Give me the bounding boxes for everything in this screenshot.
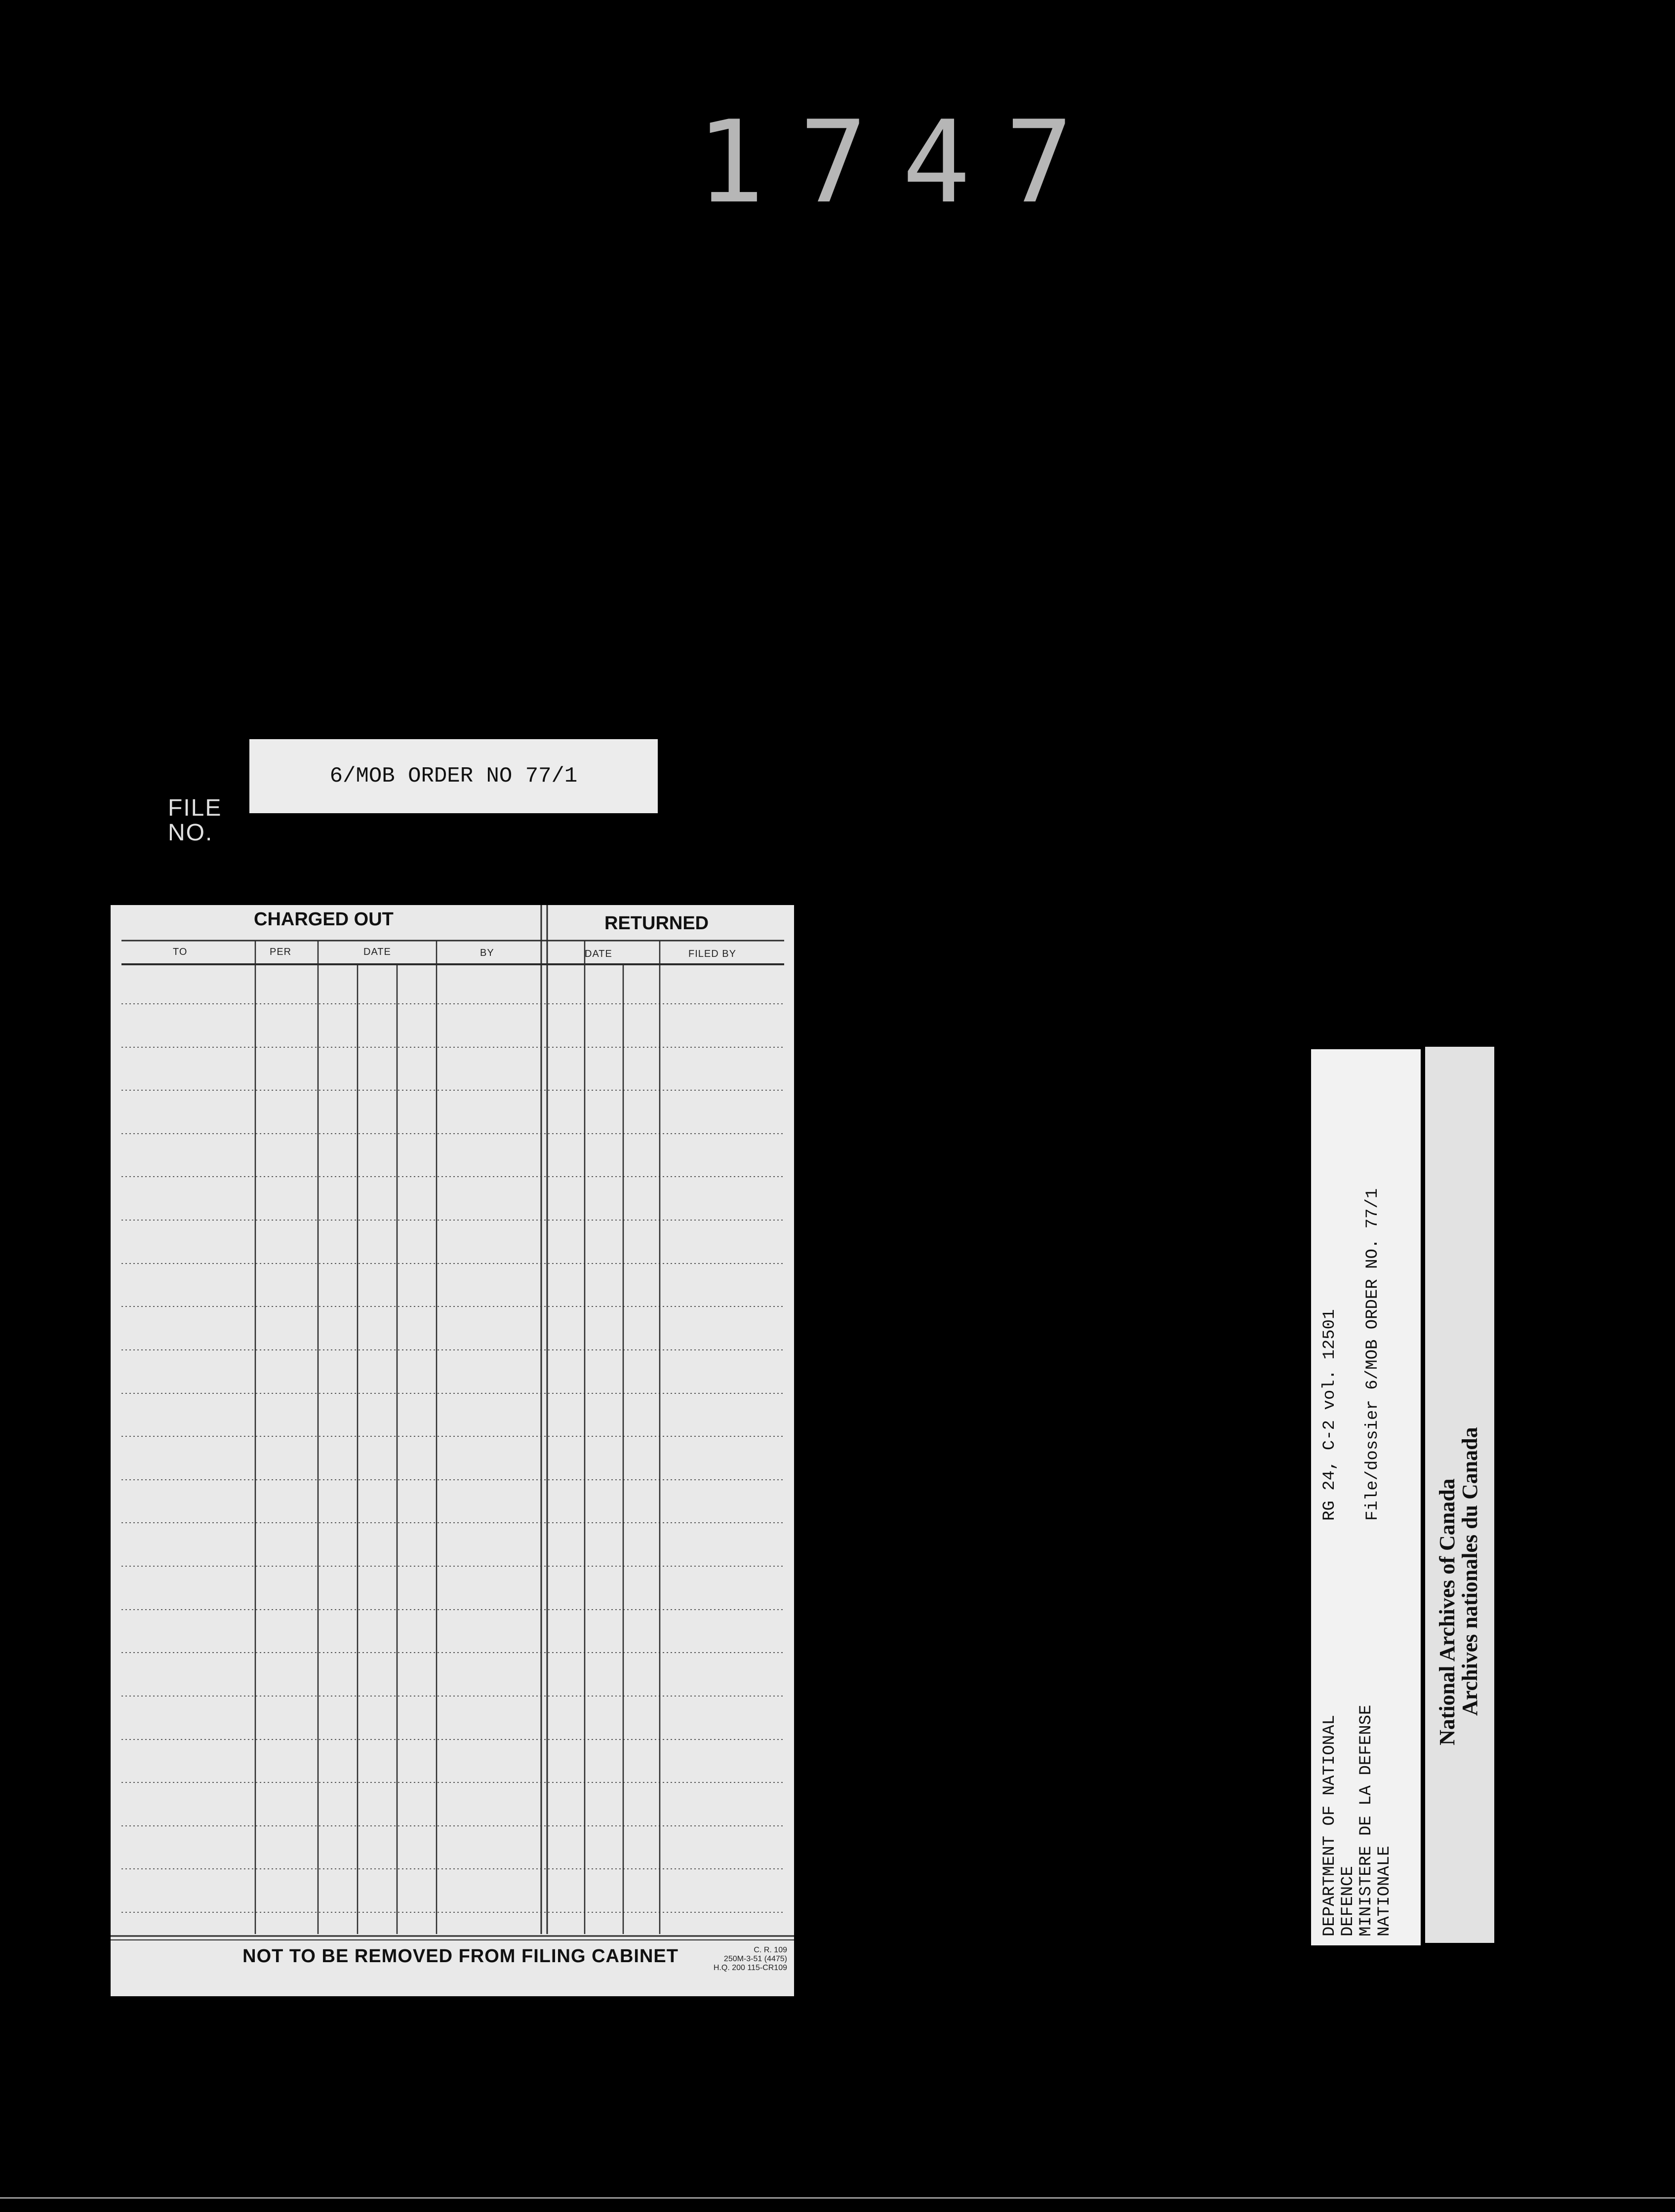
form-code-line2: 250M-3-51 (4475) — [723, 1955, 787, 1963]
form-code — [678, 1946, 787, 1973]
nac-french: Archives nationales du Canada — [1458, 1427, 1482, 1716]
card-grid — [111, 905, 794, 1996]
dept-line4: NATIONALE — [1375, 1846, 1394, 1936]
file-reference: File/dossier 6/MOB ORDER NO. 77/1 — [1363, 1188, 1382, 1521]
col-by: BY — [480, 948, 494, 958]
file-label-line1: FILE — [168, 795, 222, 821]
dept-line2: DEFENCE — [1339, 1866, 1357, 1936]
volume-reference: RG 24, C-2 vol. 12501 — [1320, 1309, 1339, 1521]
file-no-label — [168, 796, 222, 845]
reference-block — [1321, 1057, 1382, 1521]
col-returned-date: DATE — [585, 948, 612, 959]
file-number-tab — [249, 739, 658, 813]
file-label-line2: NO. — [168, 820, 213, 846]
col-to: TO — [173, 947, 188, 957]
charged-out-header: CHARGED OUT — [254, 909, 394, 930]
col-per: PER — [270, 947, 292, 957]
department-block — [1321, 1532, 1394, 1936]
col-date: DATE — [363, 947, 391, 957]
card-footer-warning: NOT TO BE REMOVED FROM FILING CABINET — [242, 1946, 678, 1967]
file-number: 6/MOB ORDER NO 77/1 — [329, 764, 578, 789]
col-filed-by: FILED BY — [688, 948, 736, 959]
national-archives-label — [1425, 1047, 1494, 1943]
dept-line1: DEPARTMENT OF NATIONAL — [1320, 1715, 1339, 1936]
dept-line3: MINISTERE DE LA DEFENSE — [1357, 1704, 1376, 1936]
form-code-line1: C. R. 109 — [754, 1946, 787, 1954]
bottom-rule — [0, 2197, 1675, 2199]
archive-label — [1311, 1049, 1421, 1945]
charge-out-card — [111, 905, 794, 1996]
form-code-line3: H.Q. 200 115-CR109 — [713, 1964, 787, 1972]
frame-number: 1747 — [696, 97, 1108, 229]
nac-english: National Archives of Canada — [1435, 1478, 1459, 1745]
returned-header: RETURNED — [604, 913, 709, 934]
